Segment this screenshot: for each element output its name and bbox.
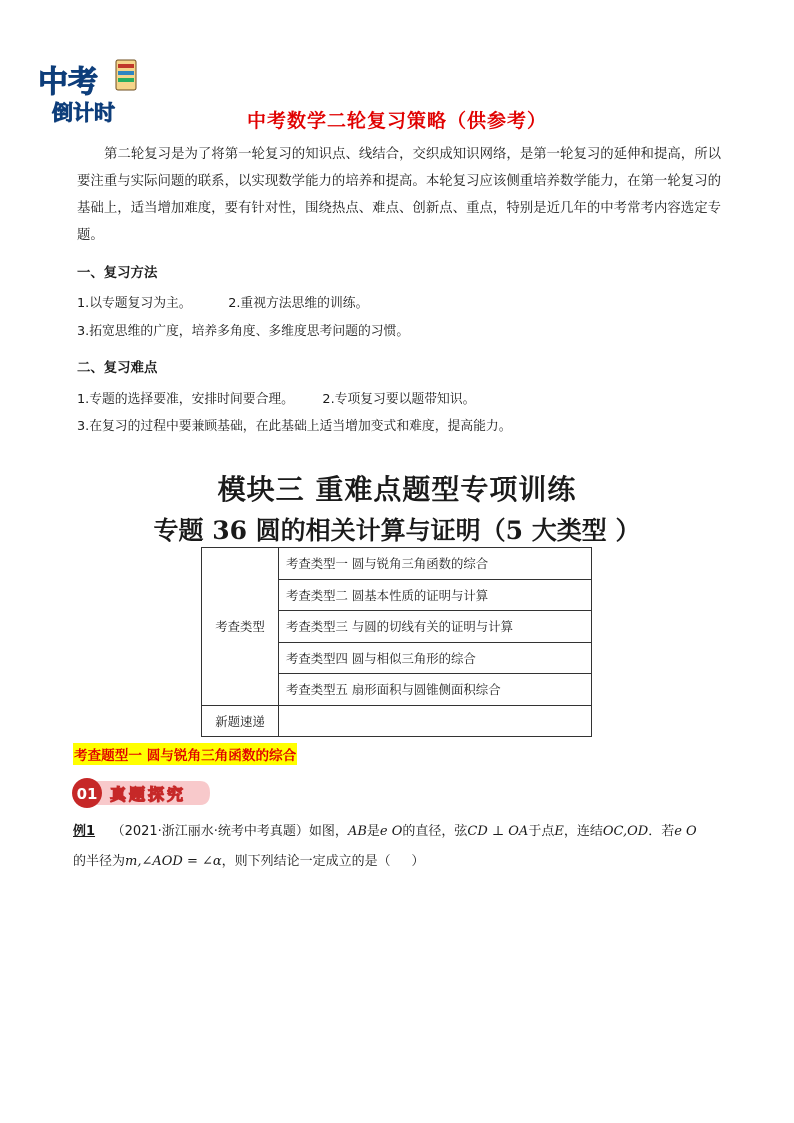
category-item: 考查类型一 圆与锐角三角函数的综合 — [279, 548, 592, 580]
category-table — [201, 547, 592, 737]
difficulty-line-1: 1.专题的选择要准，安排时间要合理。 2.专项复习要以题带知识。 — [77, 392, 476, 407]
section-heading-method: 一、复习方法 — [77, 266, 158, 281]
table-row — [202, 705, 592, 737]
question-type-heading: 考查题型一 圆与锐角三角函数的综合 — [73, 743, 297, 765]
topic-title: 专题 36 圆的相关计算与证明（5 大类型 ） — [153, 516, 641, 545]
intro-paragraph: 第二轮复习是为了将第一轮复习的知识点、线结合，交织成知识网络，是第一轮复习的延伸和提高，所以要注重与实际问题的联系，以实现数学能力的培养和提高。本轮复习应该侧重培养数学能力，在第一轮复习的基础上，适当增加难度，要有针对性，围绕热点、难点、创新点、重点，特别是近几年的中考常考内容选定专题。 — [77, 147, 721, 243]
category-item: 考查类型三 与圆的切线有关的证明与计算 — [279, 611, 592, 643]
svg-text:倒计时: 倒计时 — [52, 101, 115, 124]
example-label: 例1 — [73, 824, 96, 839]
category-item: 考查类型四 圆与相似三角形的综合 — [279, 642, 592, 674]
example-line-2: 的半径为m,∠AOD = ∠α，则下列结论一定成立的是（ ） — [73, 854, 425, 869]
svg-text:01: 01 — [76, 785, 98, 803]
example-line-1: 例1 （2021·浙江丽水·统考中考真题）如图，AB是e O的直径，弦CD ⊥ OA于点E，连结OC,OD．若e O — [73, 824, 697, 839]
svg-text:中考: 中考 — [38, 65, 98, 100]
category-item: 考查类型五 扇形面积与圆锥侧面积综合 — [279, 674, 592, 706]
new-questions-label: 新题速递 — [202, 705, 279, 737]
svg-text:真题探究: 真题探究 — [110, 785, 187, 804]
category-item: 考查类型二 圆基本性质的证明与计算 — [279, 579, 592, 611]
module-title: 模块三 重难点题型专项训练 — [217, 473, 577, 506]
section-badge — [72, 774, 214, 812]
method-line-1: 1.以专题复习为主。 2.重视方法思维的训练。 — [77, 296, 369, 311]
category-label-cell: 考查类型 — [202, 548, 279, 706]
method-line-2: 3.拓宽思维的广度，培养多角度、多维度思考问题的习惯。 — [77, 324, 410, 339]
new-questions-cell — [279, 705, 592, 737]
table-row — [202, 548, 592, 580]
section-heading-difficulty: 二、复习难点 — [77, 361, 158, 376]
document-title: 中考数学二轮复习策略（供参考） — [246, 110, 547, 132]
difficulty-line-2: 3.在复习的过程中要兼顾基础，在此基础上适当增加变式和难度，提高能力。 — [77, 419, 512, 434]
